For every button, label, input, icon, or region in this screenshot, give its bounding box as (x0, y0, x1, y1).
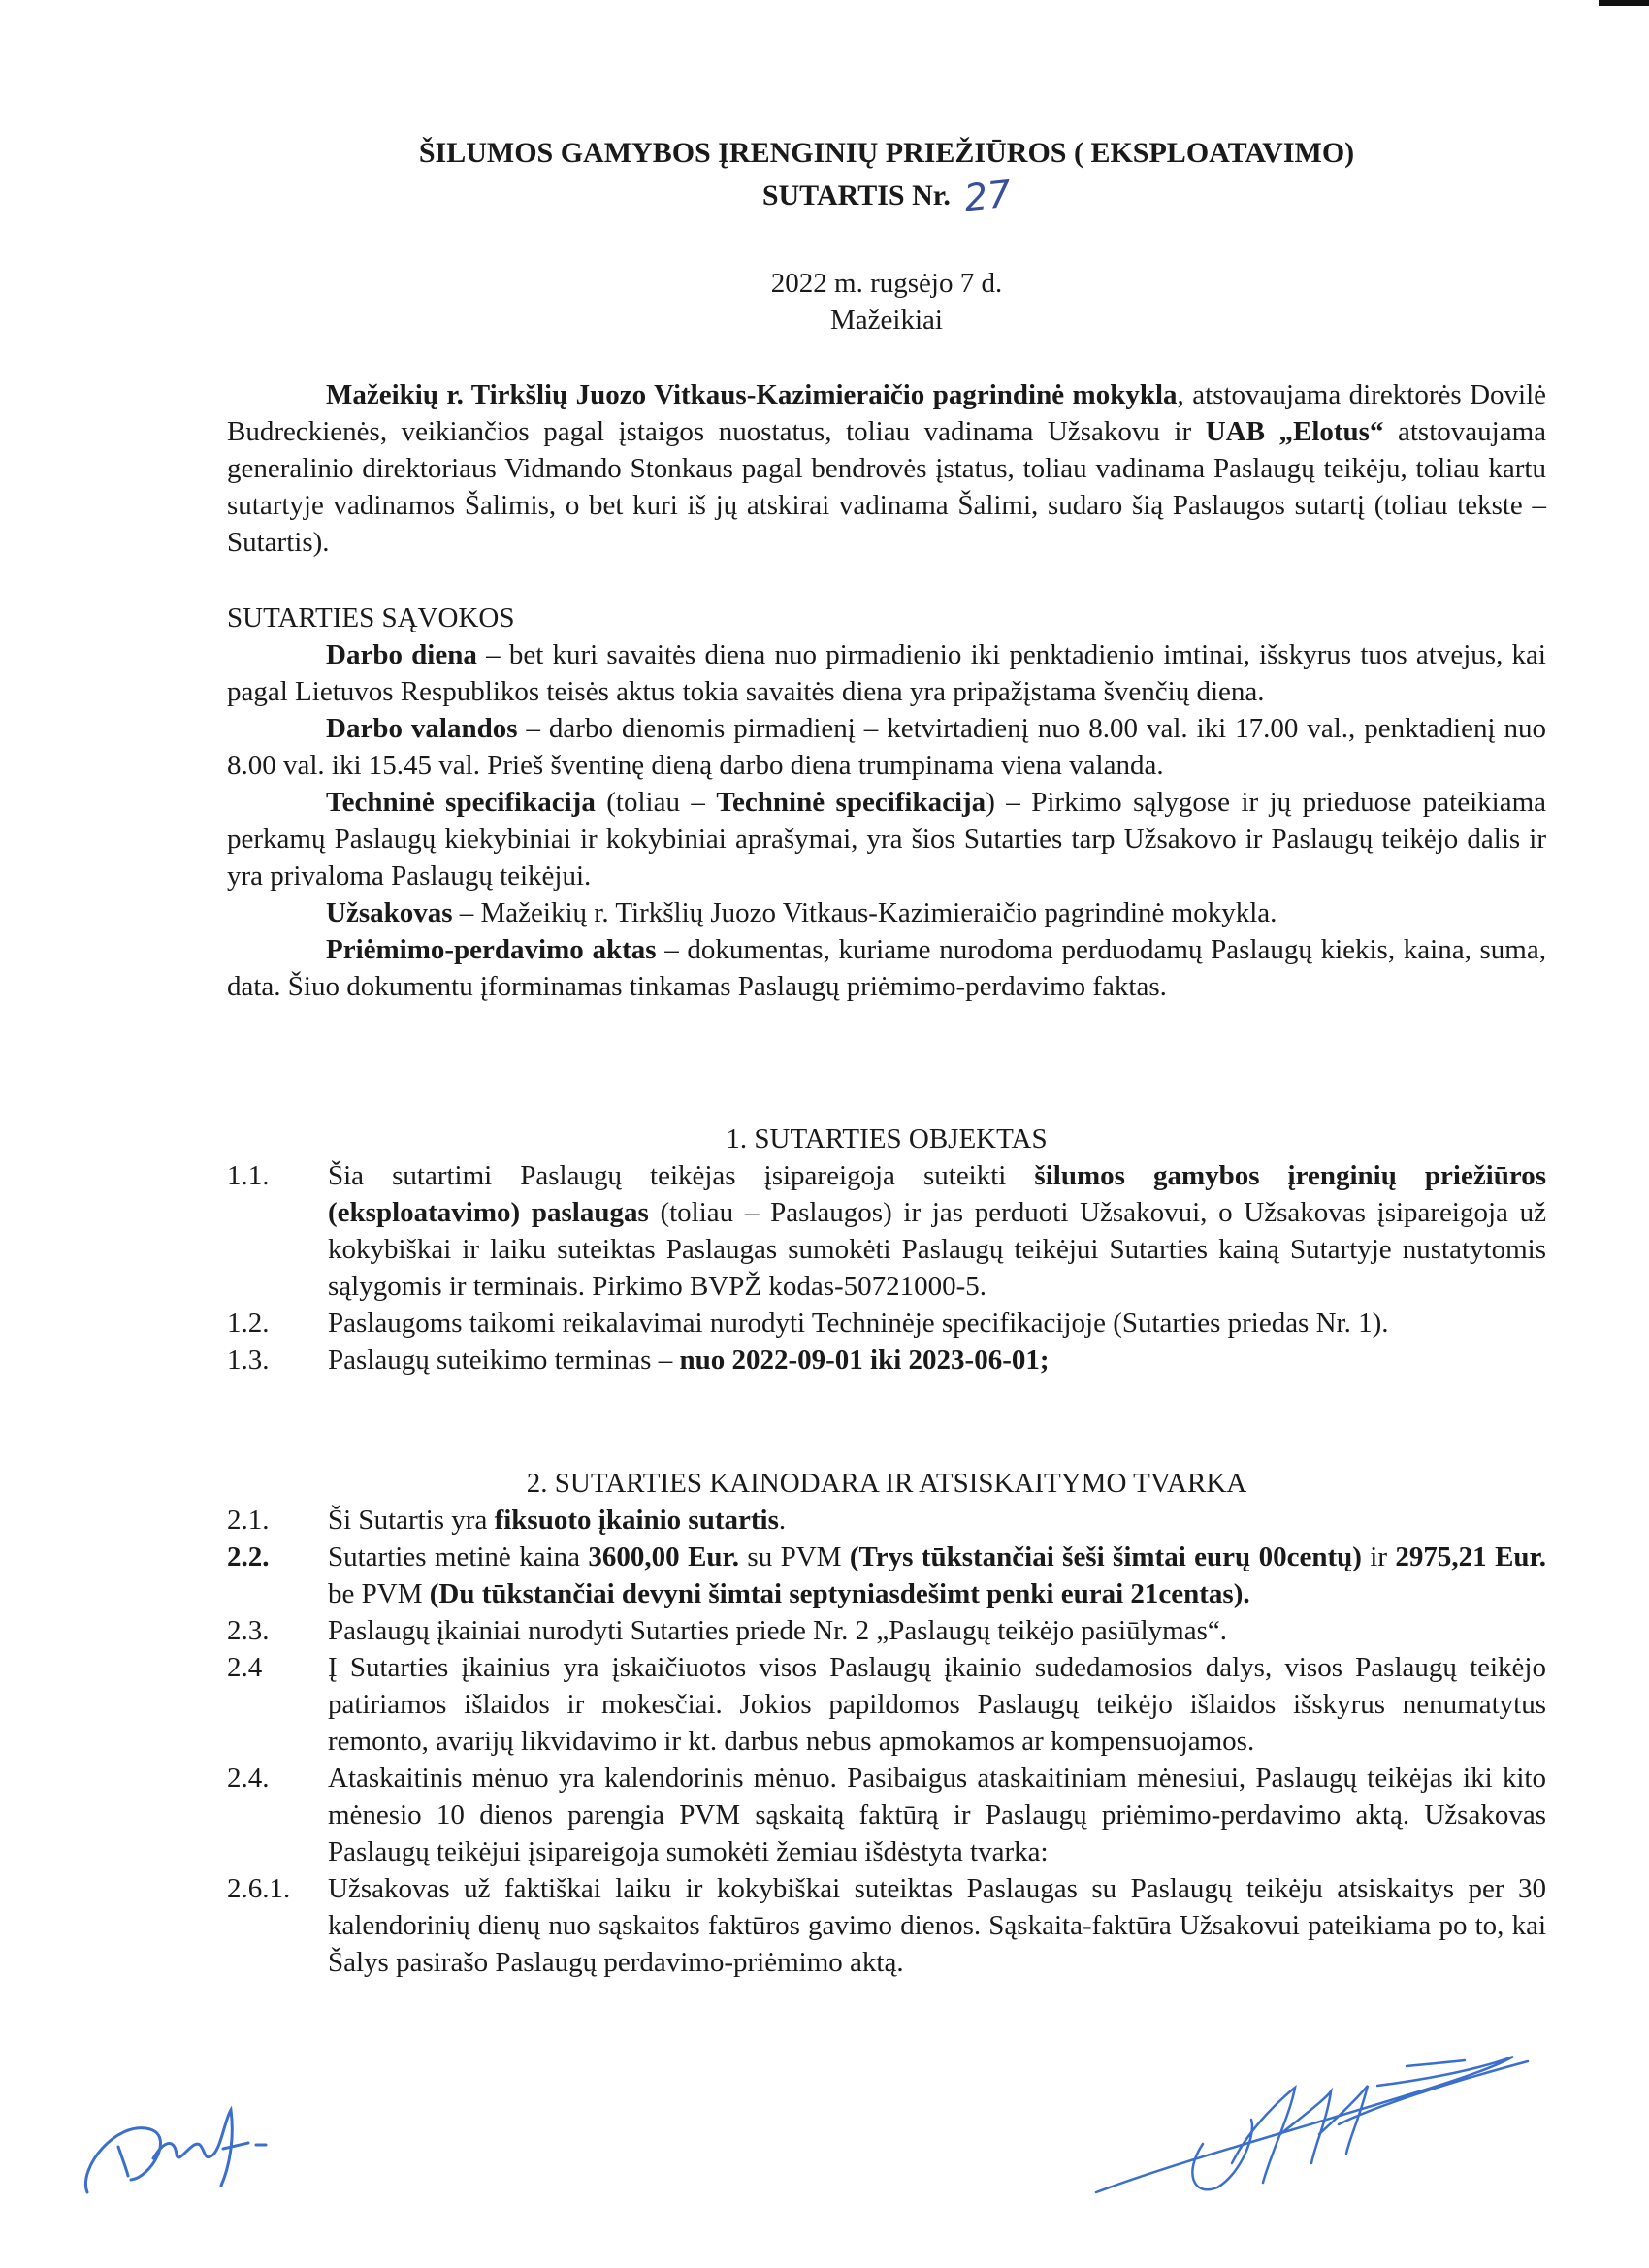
clause-text: Paslaugų įkainiai nurodyti Sutarties priede Nr. 2 „Paslaugų teikėjo pasiūlymas“. (328, 1615, 1228, 1646)
clause-number: 2.6.1. (227, 1873, 291, 1904)
signature-left (58, 2061, 310, 2207)
clause-2-4 (227, 1649, 1546, 1760)
contract-date: 2022 m. rugsėjo 7 d. (770, 268, 1003, 299)
definition-text: – dokumentas, kuriame nurodoma perduodamų Paslaugų kiekis, kaina, suma, data. Šiuo dokumentu įforminamas tinkamas Paslaugų priėmimo-perdavimo faktas. (227, 934, 1546, 1002)
clause-text: Paslaugoms taikomi reikalavimai nurodyti Techninėje specifikacijoje (Sutarties priedas Nr. 1). (328, 1308, 1389, 1339)
clause-number: 2.4. (227, 1763, 270, 1794)
party1-name: Mažeikių r. Tirkšlių Juozo Vitkaus-Kazimieraičio pagrindinė mokykla (326, 379, 1178, 410)
clause-text: Sutarties metinė kaina 3600,00 Eur. su PVM (Trys tūkstančiai šeši šimtai eurų 00centų) ir 2975,21 Eur. be PVM (Du tūkstančiai devyni šimtai septyniasdešimt penki eurai 21centas). (328, 1541, 1547, 1609)
contract-place: Mažeikiai (830, 305, 943, 336)
definition-item (227, 784, 1546, 894)
clause-text: Paslaugų suteikimo terminas – nuo 2022-09-01 iki 2023-06-01; (328, 1345, 1050, 1376)
clause-text: Į Sutarties įkainius yra įskaičiuotos visos Paslaugų įkainio sudedamosios dalys, visos Paslaugų teikėjo patiriamos išlaidos ir mokesčiai. Jokios papildomos Paslaugų teikėjo išlaidos išskyrus nenumatytus remonto, avarijų likvidavimo ir kt. darbus nebus apmokamos ar kompensuojamos. (328, 1652, 1546, 1757)
clause-1-1 (227, 1157, 1546, 1305)
clause-number: 1.1. (227, 1160, 270, 1191)
intro-paragraph (227, 376, 1546, 561)
section-1 (227, 1120, 1546, 1378)
clause-text: Ataskaitinis mėnuo yra kalendorinis mėnuo. Pasibaigus ataskaitiniam mėnesiui, Paslaugų teikėjas iki kito mėnesio 10 dienos parengia PVM sąskaitą faktūrą ir Paslaugų priėmimo-perdavimo aktą. Užsakovas Paslaugų teikėjui įsipareigoja sumokėti žemiau išdėstyta tvarka: (328, 1763, 1546, 1867)
clause-text: Užsakovas už faktiškai laiku ir kokybiškai suteiktas Paslaugas su Paslaugų teikėju atsiskaitys per 30 kalendorinių dienų nuo sąskaitos faktūros gavimo dienos. Sąskaita-faktūra Užsakovui pateikiama po to, kai Šalys pasirašo Paslaugų perdavimo-priėmimo aktą. (328, 1873, 1546, 1978)
definition-text: ) – Pirkimo sąlygose ir jų prieduose pateikiama perkamų Paslaugų kiekybiniai ir kokybiniai aprašymai, yra šios Sutarties tarp Užsakovo ir Paslaugų teikėjo dalis ir yra privaloma Paslaugų teikėjui. (227, 787, 1546, 891)
clause-number: 2.3. (227, 1615, 270, 1646)
definition-item (227, 931, 1546, 1005)
clause-number: 2.4 (227, 1652, 263, 1683)
section-1-title: 1. SUTARTIES OBJEKTAS (726, 1123, 1048, 1154)
clause-2-6-1 (227, 1870, 1546, 1981)
definitions-section (227, 599, 1546, 1005)
definition-text: – Mažeikių r. Tirkšlių Juozo Vitkaus-Kazimieraičio pagrindinė mokykla. (452, 897, 1277, 928)
intro-text-1: , atstovaujama direktorės Dovilė Budreckienės, veikiančios pagal įstaigos nuostatus, toliau vadinama Užsakovu ir (227, 379, 1547, 447)
clause-1-3 (227, 1342, 1546, 1378)
section-2 (227, 1465, 1546, 1981)
clause-text: Ši Sutartis yra fiksuoto įkainio sutartis. (328, 1505, 787, 1536)
signature-right (1086, 2027, 1552, 2221)
clause-number: 1.2. (227, 1308, 270, 1339)
clause-text: Šia sutartimi Paslaugų teikėjas įsipareigoja suteikti šilumos gamybos įrenginių priežiūros (eksploatavimo) paslaugas (toliau – Paslaugos) ir jas perduoti Užsakovui, o Užsakovas įsipareigoja už kokybiškai ir laiku suteiktas Paslaugas sumokėti Paslaugų teikėjui Sutarties kainą Sutartyje nustatytomis sąlygomis ir terminais. Pirkimo BVPŽ kodas-50721000-5. (328, 1160, 1547, 1302)
clause-number: 1.3. (227, 1345, 270, 1376)
clause-1-2 (227, 1305, 1546, 1342)
date-place (227, 265, 1546, 339)
contract-number-handwritten: 27 (961, 172, 1014, 220)
title-line-1: ŠILUMOS GAMYBOS ĮRENGINIŲ PRIEŽIŪROS ( EKSPLOATAVIMO) (418, 137, 1355, 169)
clause-number: 2.1. (227, 1505, 270, 1536)
definition-term: Darbo diena (326, 639, 477, 670)
scan-corner-mark (1599, 0, 1649, 6)
definition-text: (toliau – (595, 787, 717, 818)
clause-2-4b (227, 1760, 1546, 1870)
definition-term: Techninė specifikacija (326, 787, 596, 818)
clause-2-2 (227, 1539, 1546, 1612)
clause-number: 2.2. (227, 1541, 270, 1572)
definition-text: – bet kuri savaitės diena nuo pirmadienio iki penktadienio imtinai, išskyrus tuos atvejus, kai pagal Lietuvos Respublikos teisės aktus tokia savaitės diena yra pripažįstama švenčių diena. (227, 639, 1546, 707)
title-line-2 (227, 172, 1546, 220)
definition-item (227, 636, 1546, 710)
party2-name: UAB „Elotus“ (1205, 416, 1384, 447)
intro-text-2: atstovaujama generalinio direktoriaus Vidmando Stonkaus pagal bendrovės įstatus, toliau vadinama Paslaugų teikėju, toliau kartu sutartyje vadinamos Šalimis, o bet kuri iš jų atskirai vadinama Šalimi, sudaro šią Paslaugos sutartį (toliau tekste – Sutartis). (227, 416, 1546, 558)
definition-term: Techninė specifikacija (716, 787, 986, 818)
definition-text: – darbo dienomis pirmadienį – ketvirtadienį nuo 8.00 val. iki 17.00 val., penktadienį nuo 8.00 val. iki 15.45 val. Prieš šventinę dieną darbo diena trumpinama viena valanda. (227, 713, 1546, 781)
definitions-title: SUTARTIES SĄVOKOS (227, 602, 515, 633)
document-title (227, 134, 1546, 220)
clause-2-3 (227, 1612, 1546, 1649)
definition-term: Užsakovas (326, 897, 453, 928)
definition-term: Darbo valandos (326, 713, 518, 744)
definition-item (227, 710, 1546, 784)
contract-label: SUTARTIS Nr. (761, 179, 951, 211)
clause-2-1 (227, 1502, 1546, 1539)
section-2-title: 2. SUTARTIES KAINODARA IR ATSISKAITYMO TVARKA (526, 1468, 1247, 1499)
definition-term: Priėmimo-perdavimo aktas (326, 934, 657, 965)
definition-item (227, 894, 1546, 931)
